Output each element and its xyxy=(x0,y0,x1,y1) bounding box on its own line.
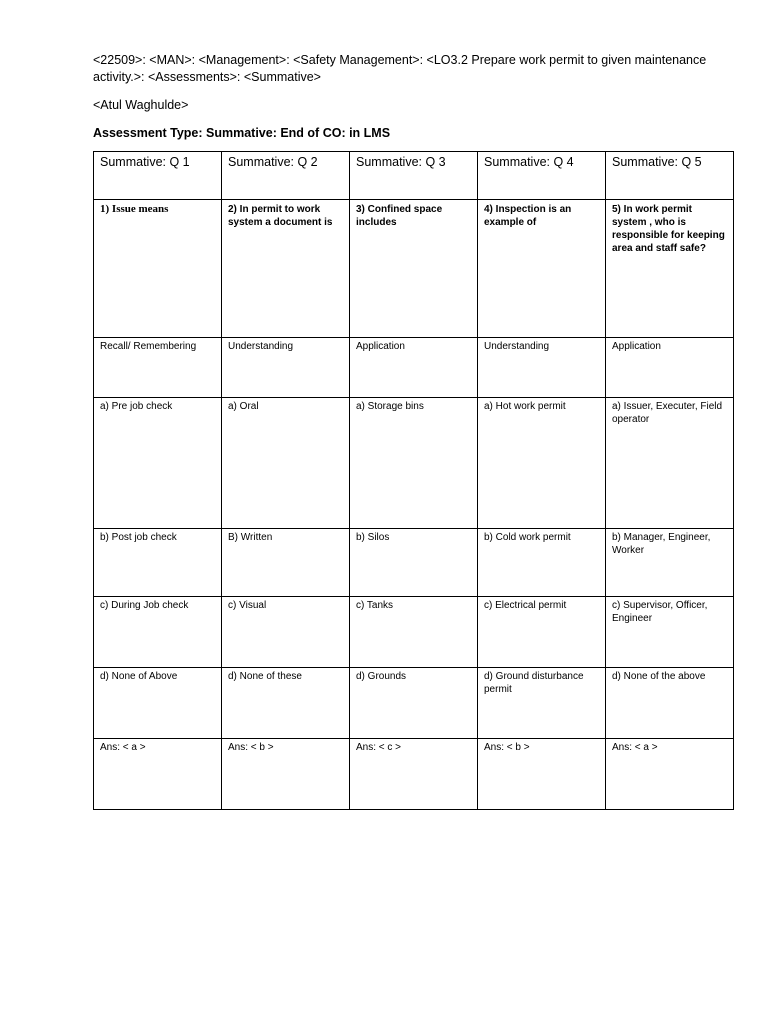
column-header: Summative: Q 1 xyxy=(94,152,222,200)
question-row xyxy=(94,200,734,338)
option-a-row xyxy=(94,398,734,529)
answer-cell: Ans: < c > xyxy=(350,739,478,810)
option-cell: d) None of these xyxy=(222,668,350,739)
option-c-row xyxy=(94,597,734,668)
option-cell: a) Storage bins xyxy=(350,398,478,529)
option-cell: b) Manager, Engineer, Worker xyxy=(606,529,734,597)
option-cell: b) Post job check xyxy=(94,529,222,597)
option-b-row xyxy=(94,529,734,597)
cognitive-level-row xyxy=(94,338,734,398)
question-cell: 1) Issue means xyxy=(94,200,222,338)
level-cell: Application xyxy=(350,338,478,398)
option-cell: c) Electrical permit xyxy=(478,597,606,668)
question-cell: 5) In work permit system , who is responsible for keeping area and staff safe? xyxy=(606,200,734,338)
column-header: Summative: Q 4 xyxy=(478,152,606,200)
course-metadata: <22509>: <MAN>: <Management>: <Safety Management>: <LO3.2 Prepare work permit to given maintenance activity.>: <Assessments>: <Summative> xyxy=(93,53,707,84)
level-cell: Understanding xyxy=(478,338,606,398)
question-cell: 4) Inspection is an example of xyxy=(478,200,606,338)
option-cell: c) Visual xyxy=(222,597,350,668)
column-header: Summative: Q 5 xyxy=(606,152,734,200)
answer-cell: Ans: < b > xyxy=(222,739,350,810)
answer-row xyxy=(94,739,734,810)
column-header: Summative: Q 3 xyxy=(350,152,478,200)
question-cell: 2) In permit to work system a document is xyxy=(222,200,350,338)
answer-cell: Ans: < a > xyxy=(606,739,734,810)
option-cell: d) Grounds xyxy=(350,668,478,739)
option-d-row xyxy=(94,668,734,739)
option-cell: d) None of the above xyxy=(606,668,734,739)
level-cell: Understanding xyxy=(222,338,350,398)
column-header: Summative: Q 2 xyxy=(222,152,350,200)
option-cell: c) Tanks xyxy=(350,597,478,668)
option-cell: a) Pre job check xyxy=(94,398,222,529)
answer-cell: Ans: < b > xyxy=(478,739,606,810)
level-cell: Application xyxy=(606,338,734,398)
option-cell: d) None of Above xyxy=(94,668,222,739)
table-header-row xyxy=(94,152,734,200)
option-cell: a) Issuer, Executer, Field operator xyxy=(606,398,734,529)
answer-cell: Ans: < a > xyxy=(94,739,222,810)
option-cell: B) Written xyxy=(222,529,350,597)
option-cell: c) During Job check xyxy=(94,597,222,668)
option-cell: b) Cold work permit xyxy=(478,529,606,597)
author-name: <Atul Waghulde> xyxy=(93,98,189,112)
option-cell: a) Oral xyxy=(222,398,350,529)
assessment-type-heading: Assessment Type: Summative: End of CO: in LMS xyxy=(93,126,391,140)
option-cell: c) Supervisor, Officer, Engineer xyxy=(606,597,734,668)
option-cell: d) Ground disturbance permit xyxy=(478,668,606,739)
assessment-table xyxy=(93,151,734,810)
option-cell: a) Hot work permit xyxy=(478,398,606,529)
option-cell: b) Silos xyxy=(350,529,478,597)
question-cell: 3) Confined space includes xyxy=(350,200,478,338)
level-cell: Recall/ Remembering xyxy=(94,338,222,398)
